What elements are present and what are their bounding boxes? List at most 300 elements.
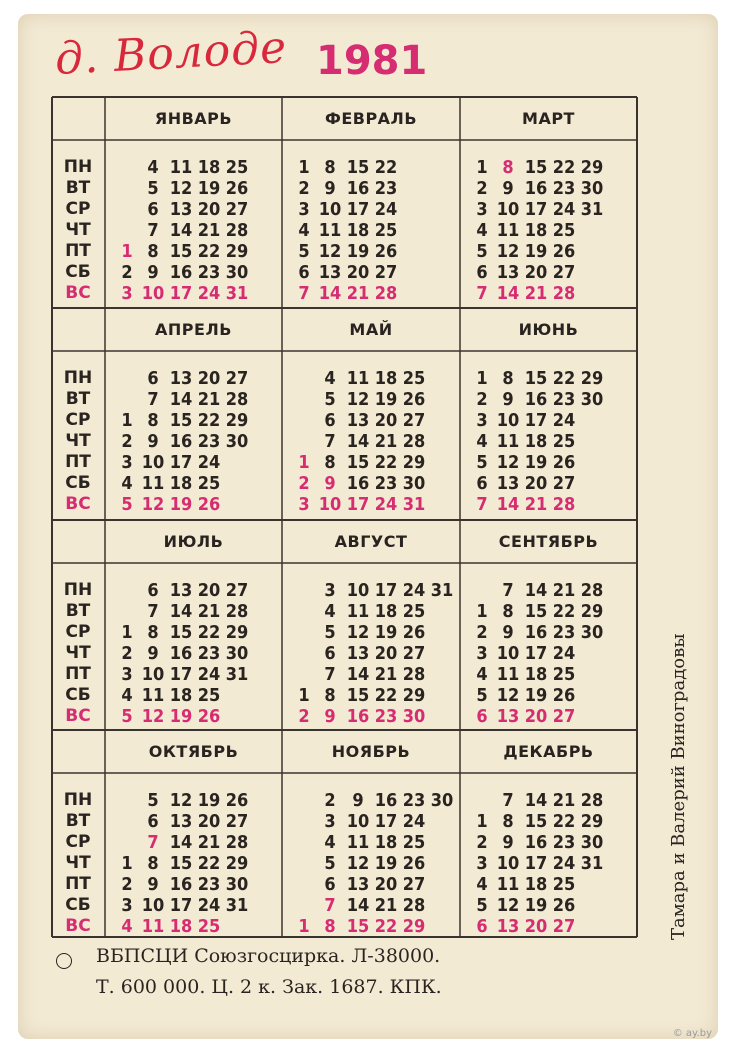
day-6-13: 13: [496, 473, 520, 494]
month-name-3: АПРЕЛЬ: [155, 320, 232, 339]
day-5-12: 12: [346, 389, 370, 410]
day-1-15: 15: [169, 241, 193, 262]
day-8-8: 8: [324, 685, 336, 706]
day-1-17: 17: [169, 283, 193, 304]
day-6-28: 28: [552, 494, 576, 515]
day-9-11: 11: [496, 664, 520, 685]
day-11-30: 30: [430, 790, 454, 811]
day-11-1: 1: [298, 916, 310, 937]
day-12-21: 21: [552, 790, 576, 811]
day-1-24: 24: [197, 283, 221, 304]
day-8-1: 1: [298, 685, 310, 706]
day-12-12: 12: [496, 895, 520, 916]
month-name-6: ИЮЛЬ: [163, 532, 224, 551]
day-10-23: 23: [197, 874, 221, 895]
day-2-27: 27: [374, 262, 398, 283]
day-9-4: 4: [476, 664, 488, 685]
day-2-16: 16: [346, 178, 370, 199]
day-2-26: 26: [374, 241, 398, 262]
day-label-0-2: СР: [65, 199, 91, 219]
day-6-21: 21: [524, 494, 548, 515]
day-6-9: 9: [502, 389, 514, 410]
day-10-20: 20: [197, 811, 221, 832]
day-label-0-0: ПН: [63, 157, 93, 177]
day-10-11: 11: [141, 916, 165, 937]
day-label-3-2: СР: [65, 832, 91, 852]
day-8-25: 25: [402, 601, 426, 622]
day-11-15: 15: [346, 916, 370, 937]
day-1-7: 7: [147, 220, 159, 241]
day-12-28: 28: [580, 790, 604, 811]
day-9-13: 13: [496, 706, 520, 727]
day-10-17: 17: [169, 895, 193, 916]
day-4-8: 8: [147, 410, 159, 431]
day-12-31: 31: [580, 853, 604, 874]
day-4-13: 13: [169, 368, 193, 389]
day-label-1-3: ЧТ: [65, 431, 91, 451]
day-6-2: 2: [476, 389, 488, 410]
day-11-29: 29: [402, 916, 426, 937]
day-8-31: 31: [430, 580, 454, 601]
day-6-3: 3: [476, 410, 488, 431]
day-5-9: 9: [324, 473, 336, 494]
day-2-22: 22: [374, 157, 398, 178]
day-10-24: 24: [197, 895, 221, 916]
day-10-4: 4: [121, 916, 133, 937]
day-4-28: 28: [225, 389, 249, 410]
day-10-9: 9: [147, 874, 159, 895]
day-6-23: 23: [552, 389, 576, 410]
day-4-4: 4: [121, 473, 133, 494]
day-11-28: 28: [402, 895, 426, 916]
day-5-24: 24: [374, 494, 398, 515]
day-6-26: 26: [552, 452, 576, 473]
day-8-3: 3: [324, 580, 336, 601]
day-8-27: 27: [402, 643, 426, 664]
day-1-25: 25: [225, 157, 249, 178]
day-5-23: 23: [374, 473, 398, 494]
day-12-1: 1: [476, 811, 488, 832]
day-12-29: 29: [580, 811, 604, 832]
day-9-17: 17: [524, 643, 548, 664]
day-12-25: 25: [552, 874, 576, 895]
day-10-8: 8: [147, 853, 159, 874]
day-9-8: 8: [502, 601, 514, 622]
day-label-3-6: ВС: [65, 916, 91, 936]
day-12-17: 17: [524, 853, 548, 874]
day-8-7: 7: [324, 664, 336, 685]
day-2-7: 7: [298, 283, 310, 304]
day-11-9: 9: [352, 790, 364, 811]
day-9-25: 25: [552, 664, 576, 685]
day-5-2: 2: [298, 473, 310, 494]
day-7-24: 24: [197, 664, 221, 685]
day-4-6: 6: [147, 368, 159, 389]
day-7-3: 3: [121, 664, 133, 685]
watermark: © ay.by: [672, 1028, 712, 1039]
month-name-2: МАРТ: [522, 109, 575, 128]
day-5-6: 6: [324, 410, 336, 431]
day-7-19: 19: [169, 706, 193, 727]
day-5-30: 30: [402, 473, 426, 494]
day-11-14: 14: [346, 895, 370, 916]
day-10-25: 25: [197, 916, 221, 937]
day-12-10: 10: [496, 853, 520, 874]
authors-credit: Тамара и Валерий Виноградовы: [668, 633, 689, 940]
day-10-15: 15: [169, 853, 193, 874]
day-1-2: 2: [121, 262, 133, 283]
day-1-13: 13: [169, 199, 193, 220]
day-7-28: 28: [225, 601, 249, 622]
copyright-icon: [56, 953, 72, 969]
day-2-11: 11: [318, 220, 342, 241]
day-4-5: 5: [121, 494, 133, 515]
day-12-5: 5: [476, 895, 488, 916]
day-7-11: 11: [141, 685, 165, 706]
day-2-4: 4: [298, 220, 310, 241]
day-8-30: 30: [402, 706, 426, 727]
day-12-20: 20: [524, 916, 548, 937]
day-11-18: 18: [374, 832, 398, 853]
day-4-9: 9: [147, 431, 159, 452]
day-7-6: 6: [147, 580, 159, 601]
day-5-29: 29: [402, 452, 426, 473]
day-8-21: 21: [374, 664, 398, 685]
day-5-15: 15: [346, 452, 370, 473]
day-12-4: 4: [476, 874, 488, 895]
day-11-23: 23: [402, 790, 426, 811]
day-5-16: 16: [346, 473, 370, 494]
day-8-16: 16: [346, 706, 370, 727]
day-5-5: 5: [324, 389, 336, 410]
day-9-18: 18: [524, 664, 548, 685]
day-8-17: 17: [374, 580, 398, 601]
day-11-5: 5: [324, 853, 336, 874]
day-10-14: 14: [169, 832, 193, 853]
day-4-21: 21: [197, 389, 221, 410]
day-2-10: 10: [318, 199, 342, 220]
day-label-2-2: СР: [65, 622, 91, 642]
day-12-24: 24: [552, 853, 576, 874]
day-8-2: 2: [298, 706, 310, 727]
day-1-30: 30: [225, 262, 249, 283]
month-name-5: ИЮНЬ: [518, 320, 579, 339]
day-7-16: 16: [169, 643, 193, 664]
day-10-19: 19: [197, 790, 221, 811]
day-7-30: 30: [225, 643, 249, 664]
day-11-16: 16: [374, 790, 398, 811]
day-5-4: 4: [324, 368, 336, 389]
day-4-19: 19: [169, 494, 193, 515]
day-1-3: 3: [121, 283, 133, 304]
day-11-26: 26: [402, 853, 426, 874]
day-5-25: 25: [402, 368, 426, 389]
day-9-1: 1: [476, 601, 488, 622]
day-6-12: 12: [496, 452, 520, 473]
month-name-10: НОЯБРЬ: [331, 742, 411, 761]
day-6-18: 18: [524, 431, 548, 452]
day-label-1-0: ПН: [63, 368, 93, 388]
day-8-6: 6: [324, 643, 336, 664]
day-5-1: 1: [298, 452, 310, 473]
day-10-12: 12: [169, 790, 193, 811]
day-4-23: 23: [197, 431, 221, 452]
day-1-5: 5: [147, 178, 159, 199]
month-name-7: АВГУСТ: [334, 532, 408, 551]
day-7-22: 22: [197, 622, 221, 643]
day-9-19: 19: [524, 685, 548, 706]
day-label-0-1: ВТ: [65, 178, 91, 198]
day-2-21: 21: [346, 283, 370, 304]
day-3-7: 7: [476, 283, 488, 304]
day-12-16: 16: [524, 832, 548, 853]
day-5-31: 31: [402, 494, 426, 515]
day-10-28: 28: [225, 832, 249, 853]
day-2-28: 28: [374, 283, 398, 304]
day-8-20: 20: [374, 643, 398, 664]
day-2-14: 14: [318, 283, 342, 304]
day-12-30: 30: [580, 832, 604, 853]
day-3-24: 24: [552, 199, 576, 220]
day-11-27: 27: [402, 874, 426, 895]
day-11-21: 21: [374, 895, 398, 916]
day-1-8: 8: [147, 241, 159, 262]
day-1-6: 6: [147, 199, 159, 220]
day-6-19: 19: [524, 452, 548, 473]
day-11-2: 2: [324, 790, 336, 811]
day-10-7: 7: [147, 832, 159, 853]
day-7-27: 27: [225, 580, 249, 601]
day-4-2: 2: [121, 431, 133, 452]
day-label-3-0: ПН: [63, 790, 93, 810]
day-6-29: 29: [580, 368, 604, 389]
day-10-5: 5: [147, 790, 159, 811]
day-1-23: 23: [197, 262, 221, 283]
day-4-22: 22: [197, 410, 221, 431]
day-11-22: 22: [374, 916, 398, 937]
day-6-11: 11: [496, 431, 520, 452]
day-1-26: 26: [225, 178, 249, 199]
day-3-31: 31: [580, 199, 604, 220]
day-12-19: 19: [524, 895, 548, 916]
day-8-18: 18: [374, 601, 398, 622]
day-3-2: 2: [476, 178, 488, 199]
day-2-9: 9: [324, 178, 336, 199]
day-10-1: 1: [121, 853, 133, 874]
day-4-16: 16: [169, 431, 193, 452]
day-5-19: 19: [374, 389, 398, 410]
day-11-17: 17: [374, 811, 398, 832]
day-5-26: 26: [402, 389, 426, 410]
day-2-25: 25: [374, 220, 398, 241]
day-1-16: 16: [169, 262, 193, 283]
day-5-17: 17: [346, 494, 370, 515]
day-5-18: 18: [374, 368, 398, 389]
day-11-4: 4: [324, 832, 336, 853]
day-10-22: 22: [197, 853, 221, 874]
day-label-0-4: ПТ: [65, 241, 91, 261]
day-11-6: 6: [324, 874, 336, 895]
day-12-26: 26: [552, 895, 576, 916]
day-4-17: 17: [169, 452, 193, 473]
day-6-7: 7: [476, 494, 488, 515]
day-3-23: 23: [552, 178, 576, 199]
day-6-10: 10: [496, 410, 520, 431]
day-3-9: 9: [502, 178, 514, 199]
day-3-26: 26: [552, 241, 576, 262]
day-2-12: 12: [318, 241, 342, 262]
day-5-13: 13: [346, 410, 370, 431]
day-label-0-5: СБ: [65, 262, 91, 282]
day-5-22: 22: [374, 452, 398, 473]
day-11-11: 11: [346, 832, 370, 853]
day-9-27: 27: [552, 706, 576, 727]
day-6-27: 27: [552, 473, 576, 494]
day-7-23: 23: [197, 643, 221, 664]
day-9-30: 30: [580, 622, 604, 643]
day-11-10: 10: [346, 811, 370, 832]
month-name-4: МАЙ: [349, 320, 393, 339]
day-3-21: 21: [524, 283, 548, 304]
day-4-3: 3: [121, 452, 133, 473]
day-7-13: 13: [169, 580, 193, 601]
day-label-1-1: ВТ: [65, 389, 91, 409]
day-8-13: 13: [346, 643, 370, 664]
day-2-15: 15: [346, 157, 370, 178]
day-label-3-4: ПТ: [65, 874, 91, 894]
day-1-9: 9: [147, 262, 159, 283]
day-6-6: 6: [476, 473, 488, 494]
day-8-22: 22: [374, 685, 398, 706]
day-9-24: 24: [552, 643, 576, 664]
day-5-20: 20: [374, 410, 398, 431]
day-7-26: 26: [197, 706, 221, 727]
day-4-25: 25: [197, 473, 221, 494]
day-6-24: 24: [552, 410, 576, 431]
day-4-11: 11: [141, 473, 165, 494]
day-6-14: 14: [496, 494, 520, 515]
day-7-29: 29: [225, 622, 249, 643]
day-5-7: 7: [324, 431, 336, 452]
day-label-2-0: ПН: [63, 580, 93, 600]
day-1-27: 27: [225, 199, 249, 220]
day-2-2: 2: [298, 178, 310, 199]
day-9-3: 3: [476, 643, 488, 664]
day-3-15: 15: [524, 157, 548, 178]
day-10-26: 26: [225, 790, 249, 811]
day-8-5: 5: [324, 622, 336, 643]
day-6-25: 25: [552, 431, 576, 452]
day-11-13: 13: [346, 874, 370, 895]
day-1-31: 31: [225, 283, 249, 304]
day-3-13: 13: [496, 262, 520, 283]
day-label-1-4: ПТ: [65, 452, 91, 472]
day-label-0-6: ВС: [65, 283, 91, 303]
day-2-1: 1: [298, 157, 310, 178]
day-4-12: 12: [141, 494, 165, 515]
day-3-11: 11: [496, 220, 520, 241]
year-title: 1981: [316, 38, 428, 84]
day-3-17: 17: [524, 199, 548, 220]
day-2-23: 23: [374, 178, 398, 199]
day-10-31: 31: [225, 895, 249, 916]
day-7-25: 25: [197, 685, 221, 706]
day-2-24: 24: [374, 199, 398, 220]
day-12-7: 7: [502, 790, 514, 811]
day-4-10: 10: [141, 452, 165, 473]
day-label-2-6: ВС: [65, 706, 91, 726]
day-2-5: 5: [298, 241, 310, 262]
day-12-23: 23: [552, 832, 576, 853]
day-7-1: 1: [121, 622, 133, 643]
day-6-22: 22: [552, 368, 576, 389]
handwritten-note: д. Володе: [53, 21, 289, 86]
day-3-30: 30: [580, 178, 604, 199]
day-label-3-5: СБ: [65, 895, 91, 915]
day-7-14: 14: [169, 601, 193, 622]
day-9-29: 29: [580, 601, 604, 622]
day-2-6: 6: [298, 262, 310, 283]
day-10-30: 30: [225, 874, 249, 895]
day-4-29: 29: [225, 410, 249, 431]
day-9-5: 5: [476, 685, 488, 706]
day-6-30: 30: [580, 389, 604, 410]
day-8-10: 10: [346, 580, 370, 601]
day-7-2: 2: [121, 643, 133, 664]
day-7-9: 9: [147, 643, 159, 664]
day-3-18: 18: [524, 220, 548, 241]
day-7-18: 18: [169, 685, 193, 706]
day-9-12: 12: [496, 685, 520, 706]
day-7-31: 31: [225, 664, 249, 685]
day-12-9: 9: [502, 832, 514, 853]
day-4-20: 20: [197, 368, 221, 389]
day-8-14: 14: [346, 664, 370, 685]
day-label-3-3: ЧТ: [65, 853, 91, 873]
day-12-8: 8: [502, 811, 514, 832]
day-12-13: 13: [496, 916, 520, 937]
month-name-9: ОКТЯБРЬ: [148, 742, 239, 761]
day-label-1-5: СБ: [65, 473, 91, 493]
day-1-22: 22: [197, 241, 221, 262]
day-7-5: 5: [121, 706, 133, 727]
day-12-11: 11: [496, 874, 520, 895]
day-10-16: 16: [169, 874, 193, 895]
day-9-10: 10: [496, 643, 520, 664]
day-1-19: 19: [197, 178, 221, 199]
day-4-15: 15: [169, 410, 193, 431]
day-2-8: 8: [324, 157, 336, 178]
day-5-27: 27: [402, 410, 426, 431]
month-name-8: СЕНТЯБРЬ: [498, 532, 599, 551]
day-8-15: 15: [346, 685, 370, 706]
day-8-24: 24: [402, 580, 426, 601]
day-label-2-4: ПТ: [65, 664, 91, 684]
day-11-25: 25: [402, 832, 426, 853]
day-1-4: 4: [147, 157, 159, 178]
day-8-12: 12: [346, 622, 370, 643]
day-3-27: 27: [552, 262, 576, 283]
day-9-26: 26: [552, 685, 576, 706]
day-4-14: 14: [169, 389, 193, 410]
day-3-10: 10: [496, 199, 520, 220]
month-name-1: ФЕВРАЛЬ: [324, 109, 418, 128]
day-label-1-2: СР: [65, 410, 91, 430]
day-6-1: 1: [476, 368, 488, 389]
day-10-21: 21: [197, 832, 221, 853]
day-10-10: 10: [141, 895, 165, 916]
day-10-29: 29: [225, 853, 249, 874]
